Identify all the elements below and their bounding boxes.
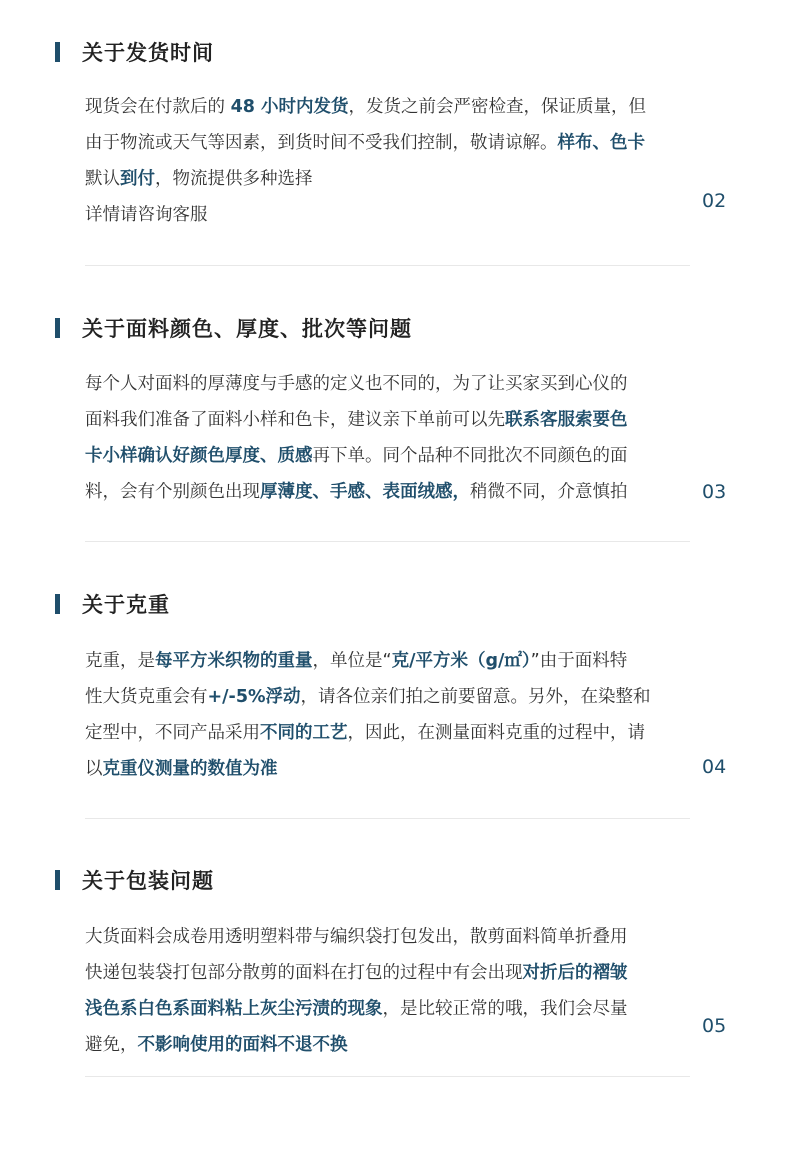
body-text: 避免， [85, 1035, 138, 1055]
title-accent-bar [55, 594, 60, 614]
highlight-text: 每平方米织物的重量 [155, 651, 313, 671]
highlight-text: 不影响使用的面料不退不换 [137, 1035, 348, 1055]
divider [85, 265, 690, 266]
body-line [85, 751, 695, 787]
body-text: 再下单。同个品种不同批次不同颜色的面 [312, 446, 628, 466]
section-title-row [55, 866, 214, 894]
body-text: 面料我们准备了面料小样和色卡，建议亲下单前可以先 [85, 410, 505, 430]
section-number: 05 [702, 1015, 727, 1037]
body-text: ，物流提供多种选择 [155, 169, 313, 189]
body-text: 性大货克重会有 [85, 687, 208, 707]
body-text: 料，会有个别颜色出现 [85, 482, 260, 502]
highlight-text: 不同的工艺 [260, 723, 348, 743]
section-title: 关于面料颜色、厚度、批次等问题 [82, 317, 412, 341]
body-line [85, 402, 695, 438]
body-text: 稍微不同，介意慎拍 [470, 482, 628, 502]
body-text: 每个人对面料的厚薄度与手感的定义也不同的，为了让买家买到心仪的 [85, 374, 628, 394]
body-line [85, 1027, 695, 1063]
body-text: ，发货之前会严密检查，保证质量，但 [348, 97, 647, 117]
section-title-row [55, 590, 170, 618]
body-line [85, 438, 695, 474]
section-body [85, 89, 695, 233]
divider [85, 541, 690, 542]
title-accent-bar [55, 870, 60, 890]
divider [85, 818, 690, 819]
highlight-text: 对折后的褶皱 [522, 963, 628, 983]
body-text: 定型中，不同产品采用 [85, 723, 260, 743]
section-title-row [55, 38, 214, 66]
body-line [85, 161, 695, 197]
highlight-text: 48 小时内发货 [230, 97, 349, 117]
section-title: 关于发货时间 [82, 41, 214, 65]
body-line [85, 125, 695, 161]
highlight-text: 联系客服索要色 [505, 410, 628, 430]
divider [85, 1076, 690, 1077]
body-text: 现货会在付款后的 [85, 97, 231, 117]
section-number: 03 [702, 481, 727, 503]
highlight-text: +/-5%浮动 [207, 687, 301, 707]
body-text: ，请各位亲们拍之前要留意。另外，在染整和 [300, 687, 651, 707]
section-number: 02 [702, 190, 727, 212]
section-title-row [55, 314, 412, 342]
body-text: ，是比较正常的哦，我们会尽量 [382, 999, 628, 1019]
section-body [85, 643, 695, 787]
title-accent-bar [55, 42, 60, 62]
highlight-text: 克/平方米（g/㎡） [391, 651, 531, 671]
body-text: 默认 [85, 169, 120, 189]
highlight-text: 浅色系白色系面料粘上灰尘污渍的现象 [85, 999, 383, 1019]
body-line [85, 991, 695, 1027]
section-number: 04 [702, 756, 727, 778]
body-line [85, 197, 695, 233]
body-text: ，单位是“ [312, 651, 392, 671]
body-text: ，因此，在测量面料克重的过程中，请 [347, 723, 645, 743]
highlight-text: 卡小样确认好颜色厚度、质感 [85, 446, 313, 466]
body-line [85, 679, 695, 715]
body-text: 快递包装袋打包部分散剪的面料在打包的过程中有会出现 [85, 963, 523, 983]
body-text: 大货面料会成卷用透明塑料带与编织袋打包发出，散剪面料简单折叠用 [85, 927, 628, 947]
body-text: 详情请咨询客服 [85, 205, 208, 225]
section-body [85, 919, 695, 1063]
body-line [85, 366, 695, 402]
section-body [85, 366, 695, 510]
body-text: 以 [85, 759, 103, 779]
highlight-text: 厚薄度、手感、表面绒感， [260, 482, 470, 502]
body-line [85, 715, 695, 751]
body-text: 克重，是 [85, 651, 155, 671]
body-line [85, 919, 695, 955]
body-line [85, 955, 695, 991]
title-accent-bar [55, 318, 60, 338]
body-line [85, 643, 695, 679]
highlight-text: 克重仪测量的数值为准 [102, 759, 278, 779]
section-title: 关于克重 [82, 593, 170, 617]
highlight-text: 样布、色卡 [557, 133, 645, 153]
body-text: ”由于面料特 [530, 651, 628, 671]
body-line [85, 474, 695, 510]
section-title: 关于包装问题 [82, 869, 214, 893]
body-text: 由于物流或天气等因素，到货时间不受我们控制，敬请谅解。 [85, 133, 558, 153]
body-line [85, 89, 695, 125]
highlight-text: 到付 [120, 169, 155, 189]
